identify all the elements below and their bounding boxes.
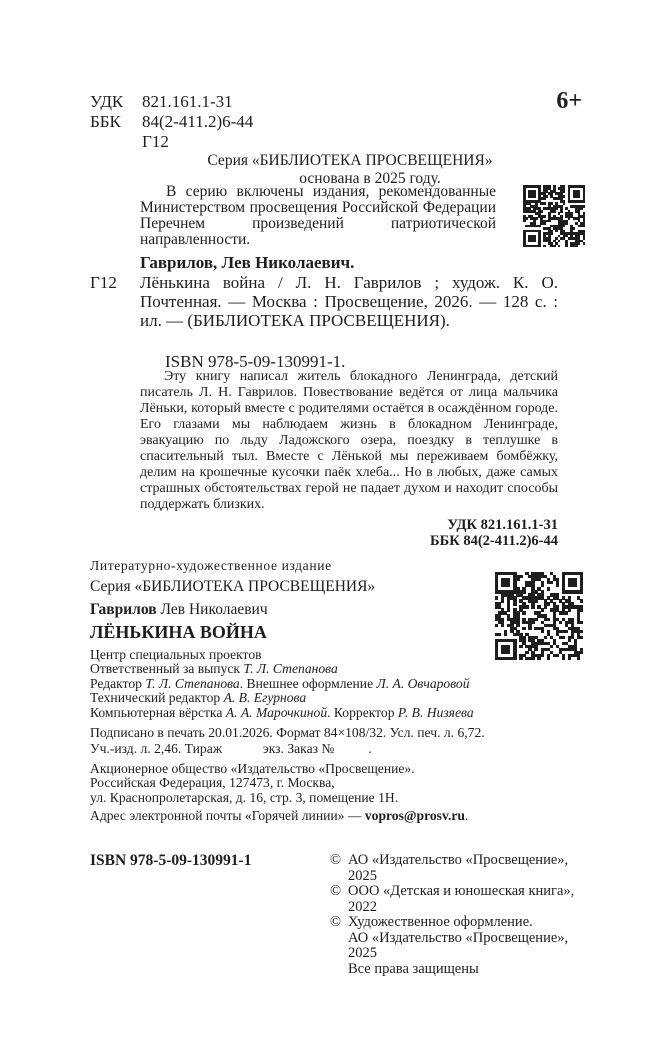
label: Адрес электронной почты «Горячей линии» — xyxy=(90,808,365,823)
qr-module xyxy=(501,645,510,654)
qr-module xyxy=(568,578,577,587)
qr-module xyxy=(562,636,565,639)
qr-module xyxy=(519,575,522,578)
label: Компьютерная вёрстка xyxy=(90,705,226,720)
book-title: ЛЁНЬКИНА ВОЙНА xyxy=(90,622,267,642)
label: Ответственный за выпуск xyxy=(90,661,244,676)
qr-module xyxy=(555,207,558,210)
qr-module xyxy=(513,639,516,661)
qr-module xyxy=(553,245,556,248)
label: Технический редактор xyxy=(90,690,224,705)
qr-module xyxy=(583,205,586,208)
qr-module xyxy=(522,627,525,630)
author-sign: Г12 xyxy=(142,132,169,151)
qr-code-series[interactable] xyxy=(523,185,585,247)
copyright-symbol: © xyxy=(330,852,342,868)
qr-module xyxy=(541,584,544,587)
series-description: В серию включены издания, рекомендованные Министерством просвещения Российской Федерации Перечнем произведений патриотической направленности. xyxy=(140,183,496,248)
qr-module xyxy=(531,621,534,624)
bbk-label: ББК xyxy=(90,112,121,131)
qr-module xyxy=(550,581,553,584)
qr-module xyxy=(541,608,544,611)
qr-module xyxy=(498,633,501,636)
responsible xyxy=(90,661,338,676)
qr-module xyxy=(543,245,546,248)
qr-module xyxy=(548,220,551,223)
author-name: Лев Николаевич xyxy=(156,601,268,618)
qr-module xyxy=(519,657,522,660)
qr-module xyxy=(568,608,571,611)
name: Т. Л. Степанова xyxy=(243,661,338,676)
email-link[interactable]: vopros@prosv.ru xyxy=(364,808,465,823)
print-line-2: Уч.-изд. л. 2,46. Тираж экз. Заказ № . xyxy=(90,741,372,756)
name: А. А. Марочкиной xyxy=(225,705,328,720)
qr-module xyxy=(562,657,565,660)
layout-corrector xyxy=(90,705,474,720)
year: 2025 xyxy=(348,945,377,961)
year: 2022 xyxy=(348,898,377,915)
qr-module xyxy=(555,230,558,233)
qr-module xyxy=(516,624,519,627)
qr-module xyxy=(580,651,583,654)
qr-module xyxy=(534,599,537,602)
qr-module xyxy=(580,630,583,633)
age-rating: 6+ xyxy=(556,88,582,114)
label: Редактор xyxy=(90,676,146,691)
name: А. В. Егурнова xyxy=(223,690,307,705)
qr-module xyxy=(550,645,553,648)
qr-module xyxy=(583,185,586,203)
qr-module xyxy=(538,230,541,248)
qr-module xyxy=(538,225,541,228)
qr-module xyxy=(537,657,540,660)
qr-module xyxy=(525,217,528,220)
qr-module xyxy=(583,242,586,245)
punct: . xyxy=(465,808,469,823)
copyright-2 xyxy=(330,884,574,915)
qr-module xyxy=(495,590,498,593)
footer-isbn: ISBN 978-5-09-130991-1 xyxy=(90,852,252,869)
qr-module xyxy=(531,605,534,608)
qr-module xyxy=(565,611,568,614)
qr-module xyxy=(535,217,538,220)
qr-module xyxy=(565,630,568,633)
qr-module xyxy=(534,648,537,651)
series-founded: основана в 2025 году. xyxy=(299,170,441,187)
qr-module xyxy=(522,611,525,614)
genre: Литературно-художественное издание xyxy=(90,558,332,573)
editors xyxy=(90,676,470,691)
hotline-email xyxy=(90,808,468,823)
qr-module xyxy=(563,202,566,205)
qr-module xyxy=(495,624,498,627)
qr-module xyxy=(531,657,534,660)
qr-module xyxy=(558,240,561,243)
bbk-code: 84(2-411.2)6-44 xyxy=(142,112,254,131)
qr-module xyxy=(523,220,526,223)
qr-module xyxy=(583,225,586,228)
qr-module xyxy=(547,587,550,590)
copyright-3 xyxy=(330,915,574,977)
qr-module xyxy=(580,572,583,594)
qr-module xyxy=(534,618,537,621)
qr-module xyxy=(573,227,576,230)
copyright-symbol: © xyxy=(330,883,342,899)
qr-module xyxy=(528,190,536,198)
qr-module xyxy=(501,624,504,627)
qr-module xyxy=(516,578,519,581)
copyright-symbol: © xyxy=(330,914,342,930)
publisher-2: Российская Федерация, 127473, г. Москва, xyxy=(90,775,335,790)
bib-record: Лёнькина война / Л. Н. Гаврилов ; худож. К. О. Почтенная. — Москва : Просвещение, 2026. — 128 с. : ил. — (БИБЛИОТЕКА ПРОСВЕЩЕНИЯ). xyxy=(140,273,558,330)
copyright-list xyxy=(330,853,574,977)
qr-module xyxy=(580,636,583,639)
center: Центр специальных проектов xyxy=(90,647,262,662)
qr-module xyxy=(563,225,566,228)
qr-code-book[interactable] xyxy=(495,572,583,658)
qr-module xyxy=(544,605,547,608)
qr-module xyxy=(528,627,531,630)
tech-editor xyxy=(90,690,306,705)
qr-module xyxy=(575,245,578,248)
label: . Корректор xyxy=(327,705,398,720)
name: Л. А. Овчаровой xyxy=(376,676,470,691)
udk-code: 821.161.1-31 xyxy=(142,92,233,111)
qr-module xyxy=(507,608,510,611)
qr-module xyxy=(543,222,546,225)
qr-module xyxy=(519,645,522,648)
udk-label: УДК xyxy=(90,92,124,111)
annotation-text: Эту книгу написал житель блокадного Ленинграда, детский писатель Л. Н. Гаврилов. Повествование ведётся от лица мальчика Лёньки, который вместе с родителями остаётся в осаждённом городе. Его глазами мы наблюдаем жизнь в блокадном Ленинграде, эвакуацию по льду Ладожского озера, поездку в теплушке в спасительный тыл. Вместе с Лёнькой мы переживаем бомбёжку, делим на крошечные кусочки паёк хлеба... Но в любых, даже самых страшных обстоятельствах герой не падает духом и находит способы поддержать близких. xyxy=(140,369,558,512)
qr-module xyxy=(540,210,543,213)
qr-module xyxy=(556,654,559,657)
qr-module xyxy=(562,572,565,594)
author-surname: Гаврилов xyxy=(90,601,157,618)
rights-reserved: Все права защищены xyxy=(348,960,479,977)
qr-module xyxy=(565,245,568,248)
annotation-udk: УДК 821.161.1-31 xyxy=(447,517,558,533)
qr-module xyxy=(558,245,561,248)
qr-module xyxy=(583,237,586,240)
qr-module xyxy=(525,605,528,608)
copyright-1 xyxy=(330,853,574,884)
name: Р. В. Низяева xyxy=(397,705,474,720)
qr-module xyxy=(556,584,559,587)
qr-module xyxy=(553,210,556,213)
qr-module xyxy=(541,654,544,657)
qr-module xyxy=(578,242,581,245)
qr-module xyxy=(547,657,550,660)
qr-module xyxy=(563,190,566,193)
qr-module xyxy=(544,636,547,639)
qr-module xyxy=(522,590,525,593)
publisher-1: Акционерное общество «Издательство «Просвещение». xyxy=(90,761,415,776)
year: 2025 xyxy=(348,867,377,884)
qr-module xyxy=(543,197,546,200)
qr-module xyxy=(543,202,546,205)
qr-module xyxy=(568,639,571,642)
imprint-author xyxy=(90,601,268,619)
qr-module xyxy=(545,195,548,198)
holder: АО «Издательство «Просвещение», xyxy=(348,852,569,868)
annotation-bbk: ББК 84(2-411.2)6-44 xyxy=(430,533,558,549)
print-line-1: Подписано в печать 20.01.2026. Формат 84×108/32. Усл. печ. л. 6,72. xyxy=(90,725,485,740)
name: Т. Л. Степанова xyxy=(145,676,240,691)
qr-module xyxy=(523,230,526,248)
qr-module xyxy=(577,657,580,660)
qr-module xyxy=(560,210,563,213)
qr-module xyxy=(547,618,550,621)
qr-module xyxy=(565,222,568,225)
bib-sign: Г12 xyxy=(90,273,117,292)
qr-module xyxy=(563,195,566,198)
qr-module xyxy=(580,207,583,210)
qr-module xyxy=(580,599,583,602)
qr-module xyxy=(528,235,536,243)
bib-author: Гаврилов, Лев Николаевич. xyxy=(140,253,355,272)
qr-module xyxy=(495,639,498,661)
bib-isbn: ISBN 978-5-09-130991-1. xyxy=(165,352,346,371)
qr-module xyxy=(580,621,583,624)
qr-module xyxy=(495,596,498,599)
qr-module xyxy=(541,630,544,633)
label: . Внешнее оформление xyxy=(239,676,377,691)
qr-module xyxy=(547,602,550,605)
qr-module xyxy=(550,232,553,235)
qr-module xyxy=(580,608,583,611)
qr-module xyxy=(568,217,571,220)
holder: Художественное оформление. xyxy=(348,914,533,930)
imprint-series: Серия «БИБЛИОТЕКА ПРОСВЕЩЕНИЯ» xyxy=(90,578,376,595)
qr-module xyxy=(530,200,533,203)
holder: АО «Издательство «Просвещение», xyxy=(348,929,569,946)
qr-module xyxy=(543,215,546,218)
qr-module xyxy=(513,602,516,605)
publisher-3: ул. Краснопролетарская, д. 16, стр. 3, помещение 1Н. xyxy=(90,790,399,805)
qr-module xyxy=(568,185,571,203)
qr-module xyxy=(559,621,562,624)
qr-module xyxy=(573,190,581,198)
qr-module xyxy=(513,581,516,584)
qr-module xyxy=(538,185,541,188)
series-title: Серия «БИБЛИОТЕКА ПРОСВЕЩЕНИЯ» xyxy=(207,152,493,169)
qr-module xyxy=(568,657,571,660)
qr-module xyxy=(504,633,507,636)
qr-module xyxy=(525,651,528,654)
holder: ООО «Детская и юношеская книга», xyxy=(348,883,575,899)
qr-module xyxy=(501,578,510,587)
qr-module xyxy=(501,599,504,602)
